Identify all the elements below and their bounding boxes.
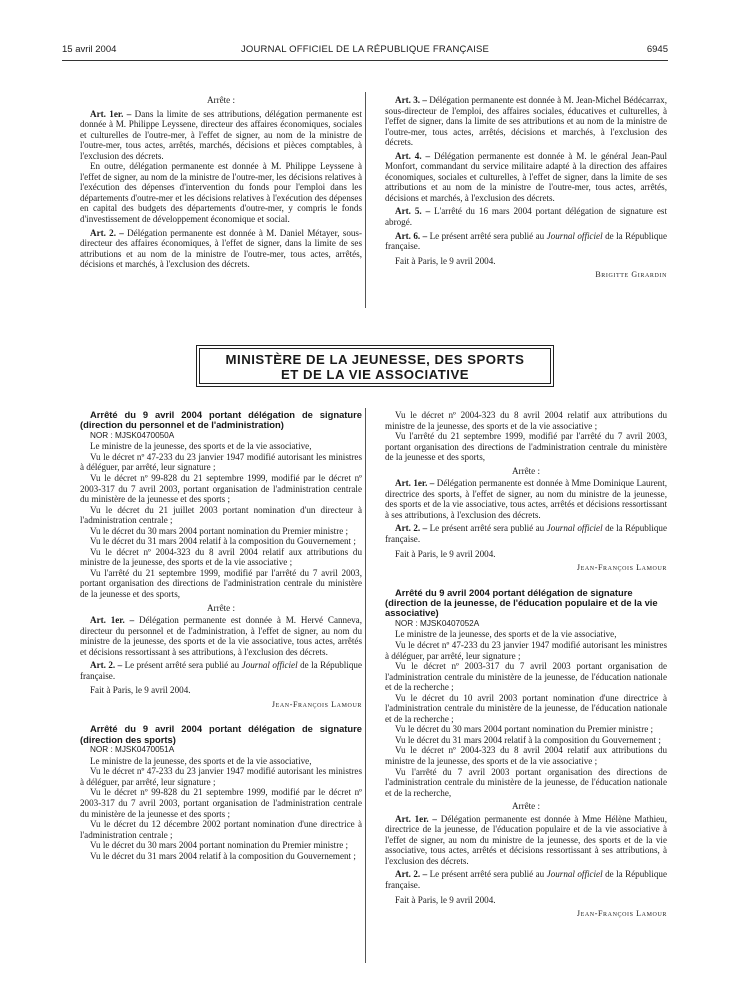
visa-line: Vu le décret du 31 mars 2004 relatif à la composition du Gouvernement ;	[90, 850, 356, 861]
ministry-heading-box	[196, 345, 554, 387]
visa-line: Vu le décret nº 2004-323 du 8 avril 2004 relatif aux attributions du ministre de la jeunesse, des sports et de la vie associative ;	[385, 745, 667, 766]
visa-line: Vu le décret nº 2004-323 du 8 avril 2004 relatif aux attributions du ministre de la jeunesse, des sports et de la vie associative ;	[80, 546, 362, 568]
page-number: 6945	[646, 44, 668, 55]
article-2	[80, 228, 362, 270]
article-1	[385, 478, 667, 520]
article-text: Délégation permanente est donnée à M. le général Jean-Paul Monfort, commandant du service militaire adapté à la direction des affaires économiques, sociales et culturelles, à l'effet de signer, dans la limite de ses attributions et au nom de la ministre de l'outre-mer, tous actes, arrêtés, décisions et marchés, à l'exclusion des décrets.	[385, 150, 667, 203]
visa-line: Vu le décret du 31 mars 2004 relatif à la composition du Gouvernement ;	[90, 536, 356, 547]
article-4	[385, 151, 667, 204]
article-1-paragraph-2: En outre, délégation permanente est donnée à M. Philippe Leyssene à l'effet de signer, au nom de la ministre de l'outre-mer, les décisions relatives à l'exécution des dépenses d'intervention du fonds pour l'emploi dans les départements d'outre-mer et les décisions relatives à l'exécution des dépenses en capital des budgets des départements d'outre-mer, y compris le fonds d'investissement de développement économique et social.	[80, 161, 362, 225]
article-label: Art. 4. –	[395, 150, 431, 161]
article-text: L'arrêté du 16 mars 2004 portant délégation de signature est abrogé.	[385, 206, 667, 228]
journal-title: JOURNAL OFFICIEL DE LA RÉPUBLIQUE FRANÇAISE	[240, 44, 490, 55]
article-5	[385, 206, 667, 227]
visa-line: Vu le décret nº 99-828 du 21 septembre 1999, modifié par le décret nº 2003-317 du 7 avril 2003, portant organisation de l'administration centrale du ministère de la jeunesse et des sports ;	[80, 473, 362, 505]
signature: Jean-François Lamour	[271, 699, 362, 709]
article-label: Art. 2. –	[90, 227, 124, 238]
ministry-heading-line-2: ET DE LA VIE ASSOCIATIVE	[280, 367, 470, 382]
preamble-line: Le ministre de la jeunesse, des sports et de la vie associative,	[90, 755, 312, 766]
nor-reference: NOR : MJSK0470051A	[90, 745, 175, 755]
visa-line: Vu le décret nº 2003-317 du 7 avril 2003 portant organisation de l'administration centrale du ministère de la jeunesse, de l'éducation nationale et de la recherche ;	[385, 661, 667, 693]
article-text: Délégation permanente est donnée à M. Hervé Canneva, directeur du personnel et de l'administration, à l'effet de signer, au nom du ministre de la jeunesse, des sports et de la vie associative, tous actes, arrêtés et décisions ressortissant à ses attributions, à l'exclusion des décrets.	[80, 615, 362, 657]
fait-a-paris: Fait à Paris, le 9 avril 2004.	[395, 255, 496, 266]
article-text: Dans la limite de ses attributions, délégation permanente est donnée à M. Philippe Leyssene, directeur des affaires économiques, sociales et culturelles de l'outre-mer, à l'effet de signer, au nom de la ministre de l'outre-mer, tous actes, arrêtés, marchés, décisions et pièces comptables, à l'exclusion des décrets.	[80, 108, 362, 161]
top-left-column	[80, 95, 362, 270]
article-1	[80, 615, 362, 657]
article-label: Art. 2. –	[395, 523, 428, 534]
article-2	[80, 660, 362, 681]
journal-name: Journal officiel	[241, 660, 298, 671]
visa-line: Vu l'arrêté du 21 septembre 1999, modifié par l'arrêté du 7 avril 2003, portant organisation des directions de l'administration centrale du ministère de la jeunesse et des sports,	[80, 567, 362, 600]
article-label: Art. 3. –	[395, 95, 427, 105]
ministry-heading-line-1: MINISTÈRE DE LA JEUNESSE, DES SPORTS	[225, 352, 525, 367]
article-6	[385, 231, 667, 252]
article-1	[80, 109, 362, 162]
article-label: Art. 1er. –	[90, 615, 135, 626]
ministry-heading	[197, 352, 553, 382]
article-text-end: de la République française.	[80, 660, 362, 681]
visa-line: Vu le décret nº 2004-323 du 8 avril 2004 relatif aux attributions du ministre de la jeunesse, des sports et de la vie associative ;	[385, 410, 667, 431]
article-2	[385, 523, 667, 544]
decree-title: Arrêté du 9 avril 2004 portant délégation de signature (direction de la jeunesse, de l'éducation populaire et de la vie associative)	[385, 586, 658, 619]
arrete-heading: Arrête :	[511, 801, 541, 812]
column-divider-top	[365, 92, 366, 308]
bottom-right-column	[385, 410, 667, 920]
visa-line: Vu le décret du 30 mars 2004 portant nomination du Premier ministre ;	[90, 840, 349, 851]
fait-a-paris: Fait à Paris, le 9 avril 2004.	[395, 548, 496, 559]
visa-line: Vu le décret du 30 mars 2004 portant nomination du Premier ministre ;	[395, 724, 654, 735]
visa-line: Vu le décret du 21 juillet 2003 portant nomination d'un directeur à l'administration centrale ;	[80, 504, 362, 526]
signature: Jean-François Lamour	[576, 563, 667, 573]
arrete-heading: Arrête :	[206, 602, 236, 613]
article-text: Le présent arrêté sera publié au	[124, 660, 240, 671]
signature: Brigitte Girardin	[595, 270, 667, 280]
article-label: Art. 6. –	[395, 230, 428, 241]
visa-line: Vu le décret du 10 avril 2003 portant nomination d'une directrice à l'administration centrale du ministère de la jeunesse, de l'éducation nationale et de la recherche ;	[385, 692, 667, 724]
visa-line: Vu le décret du 30 mars 2004 portant nomination du Premier ministre ;	[90, 525, 349, 536]
visa-line: Vu le décret du 31 mars 2004 relatif à la composition du Gouvernement ;	[395, 734, 661, 745]
decree-personnel	[80, 410, 362, 710]
article-text-end: de la République française.	[385, 523, 667, 545]
article-label: Art. 2. –	[395, 869, 428, 880]
article-text-end: de la République française.	[385, 230, 667, 252]
article-label: Art. 2. –	[90, 660, 123, 671]
preamble-line: Le ministre de la jeunesse, des sports et de la vie associative,	[90, 441, 312, 452]
article-label: Art. 1er. –	[395, 813, 437, 824]
article-text: Délégation permanente est donnée à Mme Dominique Laurent, directrice des sports, à l'effet de signer, au nom du ministre de la jeunesse, des sports et de la vie associative, tous actes, arrêtés et décisions ressortissant à ses attributions, à l'exclusion des décrets.	[385, 478, 668, 520]
decree-title: Arrêté du 9 avril 2004 portant délégation de signature (direction du personnel et de l'administration)	[80, 409, 362, 431]
column-divider-bottom	[365, 408, 366, 963]
nor-reference: NOR : MJSK0470050A	[90, 430, 175, 440]
arrete-heading: Arrête :	[511, 465, 541, 476]
nor-reference: NOR : MJSK0407052A	[395, 618, 480, 628]
article-label: Art. 5. –	[395, 206, 431, 217]
article-2	[385, 869, 667, 890]
decree-sports	[80, 724, 362, 861]
fait-a-paris: Fait à Paris, le 9 avril 2004.	[90, 685, 191, 696]
article-text: Délégation permanente est donnée à Mme Hélène Mathieu, directrice de la jeunesse, de l'éducation populaire et de la vie associative à l'effet de signer, au nom du ministre de la jeunesse, des sports et de la vie associative, tous actes, arrêtés et décisions ressortissant à ses attributions, à l'exclusion des décrets.	[385, 813, 667, 866]
journal-name: Journal officiel	[546, 230, 603, 241]
journal-name: Journal officiel	[546, 869, 603, 880]
decree-sports-continued	[385, 410, 667, 574]
article-label: Art. 1er. –	[90, 108, 132, 119]
journal-name: Journal officiel	[546, 523, 603, 534]
fait-a-paris: Fait à Paris, le 9 avril 2004.	[395, 894, 496, 905]
visa-line: Vu le décret nº 47-233 du 23 janvier 1947 modifié autorisant les ministres à déléguer, par arrêté, leur signature ;	[385, 639, 667, 661]
visa-line: Vu le décret nº 99-828 du 21 septembre 1999, modifié par le décret nº 2003-317 du 7 avril 2003, portant organisation de l'administration centrale du ministère de la jeunesse et des sports ;	[80, 787, 362, 819]
visa-line: Vu l'arrêté du 21 septembre 1999, modifié par l'arrêté du 7 avril 2003, portant organisation des directions de l'administration centrale du ministère de la jeunesse et des sports,	[385, 431, 667, 463]
article-3	[385, 95, 667, 148]
visa-line: Vu l'arrêté du 7 avril 2003 portant organisation des directions de l'administration centrale du ministère de la jeunesse, de l'éducation nationale et de la recherche,	[385, 766, 667, 798]
header-rule	[62, 60, 668, 61]
arrete-heading: Arrête :	[206, 95, 236, 105]
issue-date: 15 avril 2004	[62, 44, 117, 55]
signature: Jean-François Lamour	[576, 909, 667, 919]
visa-line: Vu le décret nº 47-233 du 23 janvier 1947 modifié autorisant les ministres à déléguer, par arrêté, leur signature ;	[80, 451, 362, 473]
article-text: Le présent arrêté sera publié au	[429, 230, 545, 241]
bottom-left-column	[80, 410, 362, 861]
decree-jeunesse	[385, 588, 667, 920]
article-text: Le présent arrêté sera publié au	[429, 869, 545, 880]
article-text: Délégation permanente est donnée à M. Daniel Métayer, sous-directeur des affaires économiques, à l'effet de signer, dans la limite de ses attributions et au nom de la ministre de l'outre-mer, tous actes, arrêtés, décisions et marchés, à l'exclusion des décrets.	[80, 227, 362, 270]
decree-title: Arrêté du 9 avril 2004 portant délégation de signature (direction des sports)	[80, 723, 362, 745]
top-right-column	[385, 95, 667, 281]
running-head	[62, 44, 668, 56]
article-text-end: de la République française.	[385, 869, 667, 890]
visa-line: Vu le décret du 12 décembre 2002 portant nomination d'une directrice à l'administration centrale ;	[80, 819, 362, 840]
visa-line: Vu le décret nº 47-233 du 23 janvier 1947 modifié autorisant les ministres à déléguer, par arrêté, leur signature ;	[80, 766, 362, 787]
article-text: Le présent arrêté sera publié au	[429, 523, 545, 534]
article-text: Délégation permanente est donnée à M. Jean-Michel Bédécarrax, sous-directeur de l'emploi, des affaires sociales, éducatives et culturelles, à l'effet de signer, dans la limite de ses attributions et au nom de la ministre de l'outre-mer, tous actes, arrêtés, décisions et marchés, à l'exclusion des décrets.	[385, 95, 667, 148]
article-1	[385, 814, 667, 867]
article-label: Art. 1er. –	[395, 478, 435, 489]
preamble-line: Le ministre de la jeunesse, des sports et de la vie associative,	[395, 629, 617, 640]
